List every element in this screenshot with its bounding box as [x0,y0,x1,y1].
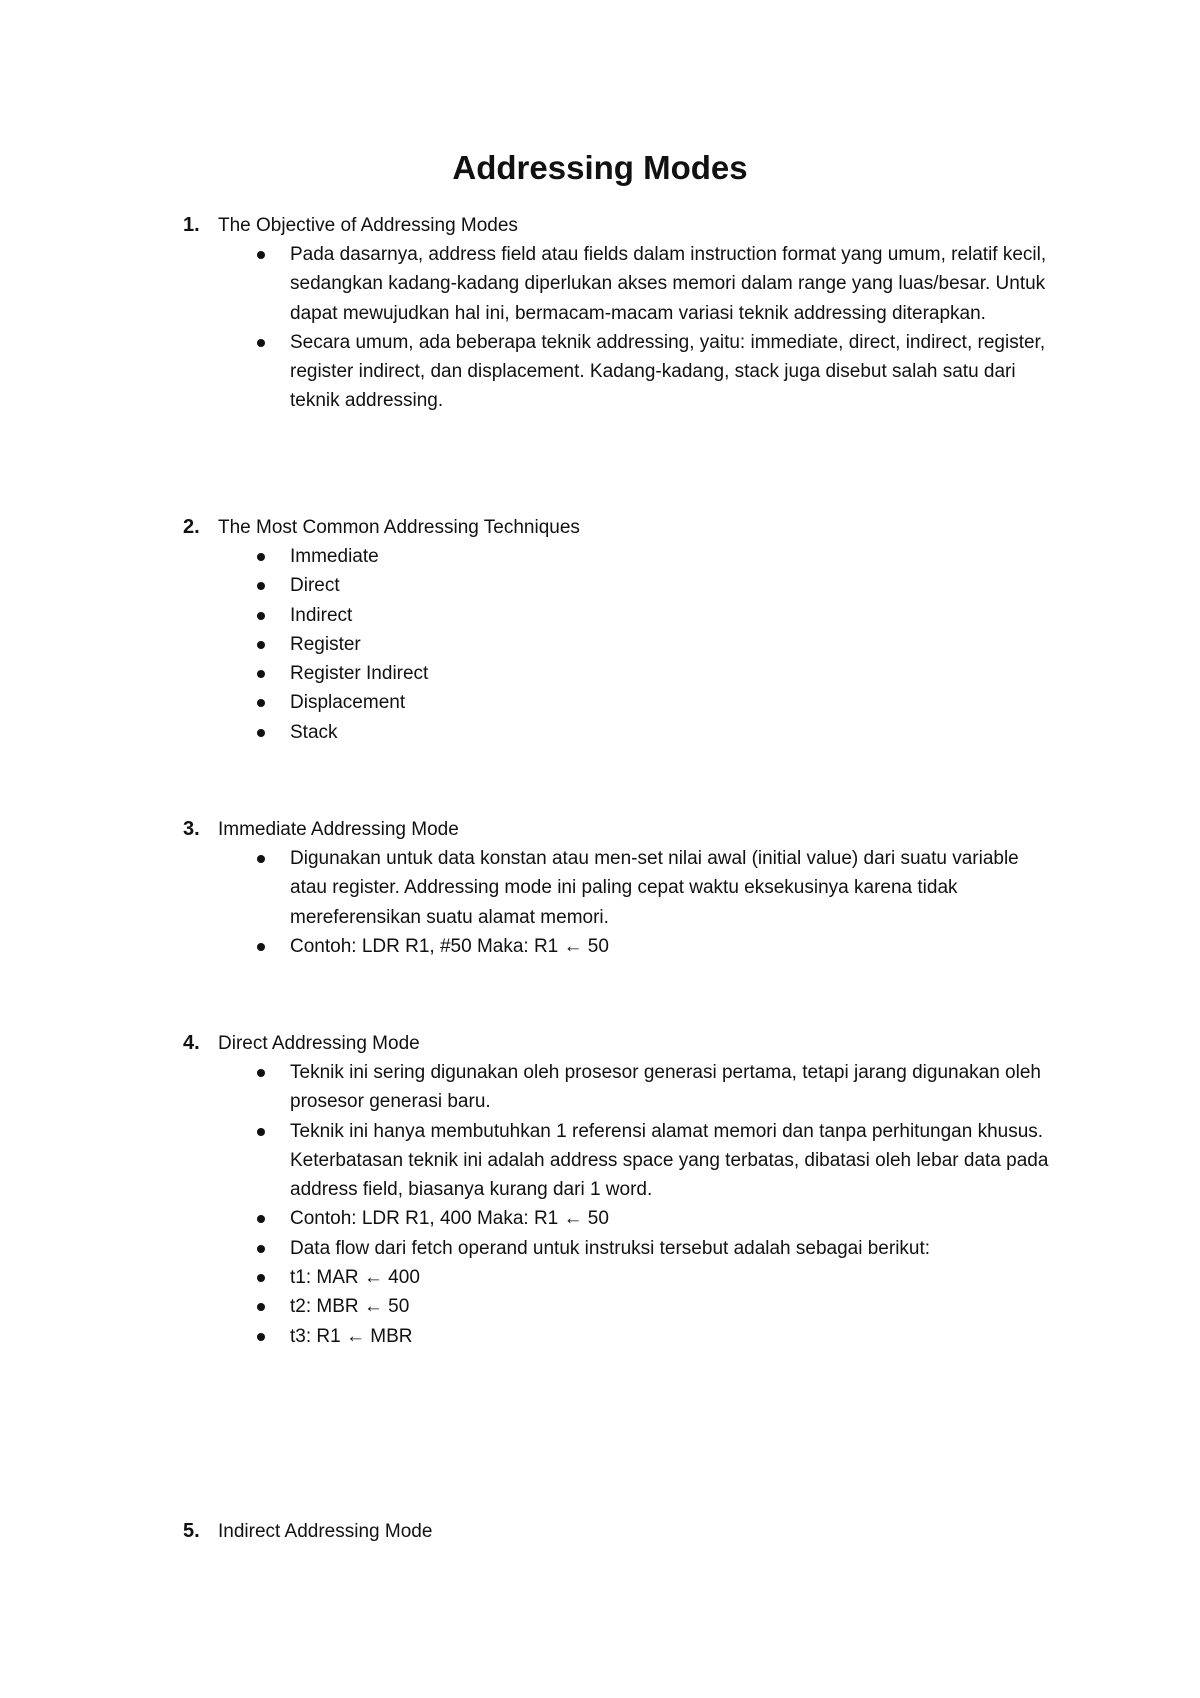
list-item-text: t2: MBR ← 50 [290,1296,410,1318]
list-item-text: Digunakan untuk data konstan atau men-set nilai awal (initial value) dari suatu variable atau register. Addressing mode ini paling cepat waktu eksekusinya karena tidak mereferensikan suatu alamat memori. [290,848,1019,928]
bullet-icon [257,943,265,951]
bullet-icon [257,1303,265,1311]
section-indirect [183,1517,1083,1546]
bullet-icon [257,1128,265,1136]
bullet-list [183,1058,1083,1351]
list-item-text: Direct [290,575,340,597]
list-item [183,630,1050,659]
section-immediate [183,815,1083,961]
bullet-icon [257,1245,265,1253]
bullet-icon [257,1069,265,1077]
list-item-text: Pada dasarnya, address field atau fields dalam instruction format yang umum, relatif kecil, sedangkan kadang-kadang diperlukan akses memori dalam range yang luas/besar. Untuk dapat mewujudkan hal ini, bermacam-macam variasi teknik addressing diterapkan. [290,244,1047,324]
bullet-icon [257,855,265,863]
list-item-text: Indirect [290,604,353,626]
section-number: 4. [183,1032,200,1054]
section-heading [183,1517,1083,1546]
list-item [183,601,1050,630]
section-heading [183,513,1083,542]
bullet-icon [257,699,265,707]
list-item [183,718,1050,747]
section-direct [183,1029,1083,1351]
list-item [183,571,1050,600]
list-item [183,932,1050,961]
list-item-text: Register [290,633,361,655]
bullet-icon [257,1274,265,1282]
section-title: Indirect Addressing Mode [218,1521,433,1542]
section-title: The Most Common Addressing Techniques [218,517,580,538]
section-objective [183,211,1083,416]
list-item [183,844,1050,932]
list-item-text: Contoh: LDR R1, 400 Maka: R1 ← 50 [290,1208,609,1230]
list-item [183,240,1050,328]
bullet-icon [257,582,265,590]
page-title: Addressing Modes [452,149,748,186]
section-heading [183,815,1083,844]
list-item-text: Teknik ini sering digunakan oleh prosesor generasi pertama, tetapi jarang digunakan oleh prosesor generasi baru. [290,1062,1041,1113]
section-number: 5. [183,1520,200,1542]
section-title: The Objective of Addressing Modes [218,215,518,236]
list-item [183,1204,1050,1233]
list-item [183,1234,1050,1263]
list-item [183,1058,1050,1117]
list-item-text: t1: MAR ← 400 [290,1267,420,1289]
list-item [183,1322,1050,1351]
list-item-text: Stack [290,721,338,743]
section-common-techniques [183,513,1083,747]
bullet-icon [257,553,265,561]
bullet-icon [257,729,265,737]
list-item [183,1117,1050,1205]
list-item-text: Teknik ini hanya membutuhkan 1 referensi alamat memori dan tanpa perhitungan khusus. Keterbatasan teknik ini adalah address space yang terbatas, dibatasi oleh lebar data pada address field, biasanya kurang dari 1 word. [290,1120,1049,1201]
bullet-icon [257,1215,265,1223]
list-item [183,1292,1050,1321]
list-item [183,1263,1050,1292]
bullet-list [183,240,1083,416]
bullet-icon [257,612,265,620]
list-item-text: t3: R1 ← MBR [290,1325,413,1347]
section-number: 1. [183,214,200,236]
list-item-text: Secara umum, ada beberapa teknik addressing, yaitu: immediate, direct, indirect, register, register indirect, dan displacement. Kadang-kadang, stack juga disebut salah satu dari teknik addressing. [290,331,1046,412]
bullet-icon [257,670,265,678]
bullet-icon [257,251,265,259]
list-item-text: Register Indirect [290,663,429,685]
section-number: 2. [183,516,200,538]
list-item-text: Displacement [290,692,406,714]
list-item [183,688,1050,717]
list-item [183,328,1050,416]
bullet-list [183,542,1083,747]
section-title: Direct Addressing Mode [218,1033,420,1054]
section-title: Immediate Addressing Mode [218,819,459,840]
section-heading [183,1029,1083,1058]
list-item-text: Data flow dari fetch operand untuk instruksi tersebut adalah sebagai berikut: [290,1237,931,1259]
section-number: 3. [183,818,200,840]
section-heading [183,211,1083,240]
list-item-text: Contoh: LDR R1, #50 Maka: R1 ← 50 [290,935,609,957]
bullet-list [183,844,1083,961]
bullet-icon [257,339,265,347]
list-item-text: Immediate [290,546,379,567]
list-item [183,542,1050,571]
list-item [183,659,1050,688]
bullet-icon [257,641,265,649]
bullet-icon [257,1333,265,1341]
